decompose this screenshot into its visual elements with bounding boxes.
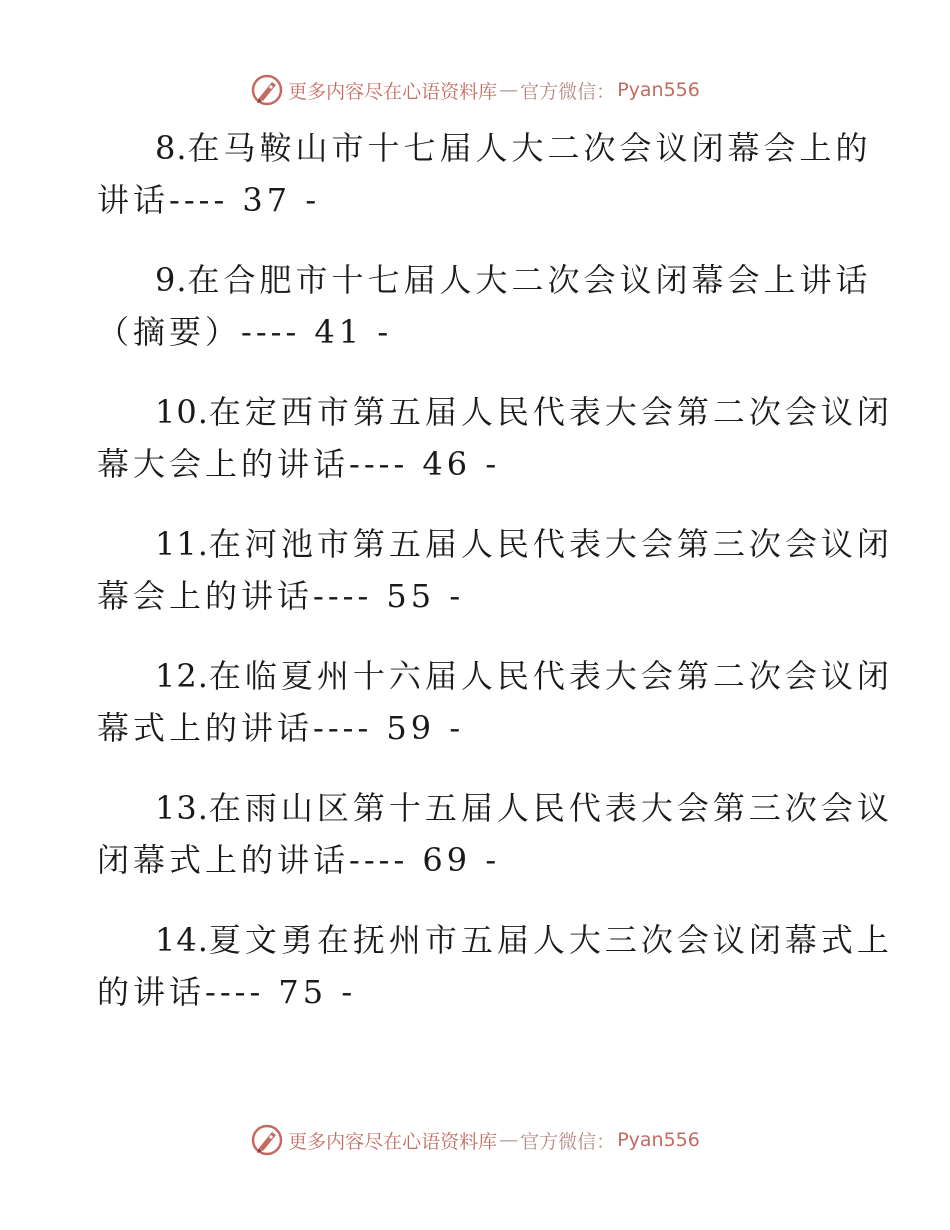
toc-entry-title: 在马鞍山市十七届人大二次会议闭幕会上的 xyxy=(187,129,872,167)
toc-entry xyxy=(97,386,893,490)
toc-entry-title: 夏文勇在抚州市五届人大三次会议闭幕式上 xyxy=(208,921,893,959)
toc-entry xyxy=(97,122,872,226)
toc-entry-title-continuation: 幕式上的讲话---- 59 - xyxy=(97,709,465,747)
toc-entry-title-line xyxy=(97,254,872,306)
toc-entry xyxy=(97,254,872,358)
header-wechat-id: Pyan556 xyxy=(617,79,700,101)
toc-entry xyxy=(97,650,893,754)
header-wechat-label: 官方微信： xyxy=(520,80,616,103)
toc-entry-title-continuation: （摘要）---- 41 - xyxy=(97,313,393,351)
toc-entry-number: 13. xyxy=(155,789,209,827)
toc-entry-title-continuation: 的讲话---- 75 - xyxy=(97,973,357,1011)
footer-wechat-id: Pyan556 xyxy=(617,1129,700,1151)
header-site-text: 更多内容尽在心语资料库 xyxy=(288,80,498,103)
footer-site-text: 更多内容尽在心语资料库 xyxy=(288,1130,498,1153)
header-dash: — xyxy=(499,79,519,101)
footer-dash: — xyxy=(499,1129,519,1151)
table-of-contents xyxy=(97,122,893,1046)
pen-circle-icon xyxy=(250,1123,284,1157)
toc-entry xyxy=(97,914,893,1018)
toc-entry-title-line xyxy=(97,914,893,966)
toc-entry-number: 12. xyxy=(155,657,209,695)
toc-entry-title-continuation: 讲话---- 37 - xyxy=(97,181,321,219)
toc-entry-title-line xyxy=(97,122,872,174)
toc-entry-number: 10. xyxy=(155,393,209,431)
pen-circle-icon xyxy=(250,73,284,107)
toc-entry-title: 在雨山区第十五届人民代表大会第三次会议 xyxy=(208,789,893,827)
toc-entry-title-continuation: 闭幕式上的讲话---- 69 - xyxy=(97,841,501,879)
toc-entry-title: 在定西市第五届人民代表大会第二次会议闭 xyxy=(208,393,893,431)
toc-entry-title: 在临夏州十六届人民代表大会第二次会议闭 xyxy=(208,657,893,695)
toc-entry-number: 14. xyxy=(155,921,209,959)
toc-entry-title-continuation: 幕大会上的讲话---- 46 - xyxy=(97,445,501,483)
toc-entry-title: 在河池市第五届人民代表大会第三次会议闭 xyxy=(208,525,893,563)
toc-entry-title-line xyxy=(97,782,893,834)
toc-entry-number: 9. xyxy=(155,261,188,299)
header-watermark xyxy=(0,70,950,110)
footer-watermark xyxy=(0,1120,950,1160)
toc-entry-title-continuation: 幕会上的讲话---- 55 - xyxy=(97,577,465,615)
toc-entry-title: 在合肥市十七届人大二次会议闭幕会上讲话 xyxy=(187,261,872,299)
toc-entry-number: 8. xyxy=(155,129,188,167)
footer-wechat-label: 官方微信： xyxy=(520,1130,616,1153)
toc-entry-title-line xyxy=(97,518,893,570)
toc-entry-number: 11. xyxy=(155,525,209,563)
toc-entry-title-line xyxy=(97,386,893,438)
toc-entry-title-line xyxy=(97,650,893,702)
toc-entry xyxy=(97,782,893,886)
toc-entry xyxy=(97,518,893,622)
